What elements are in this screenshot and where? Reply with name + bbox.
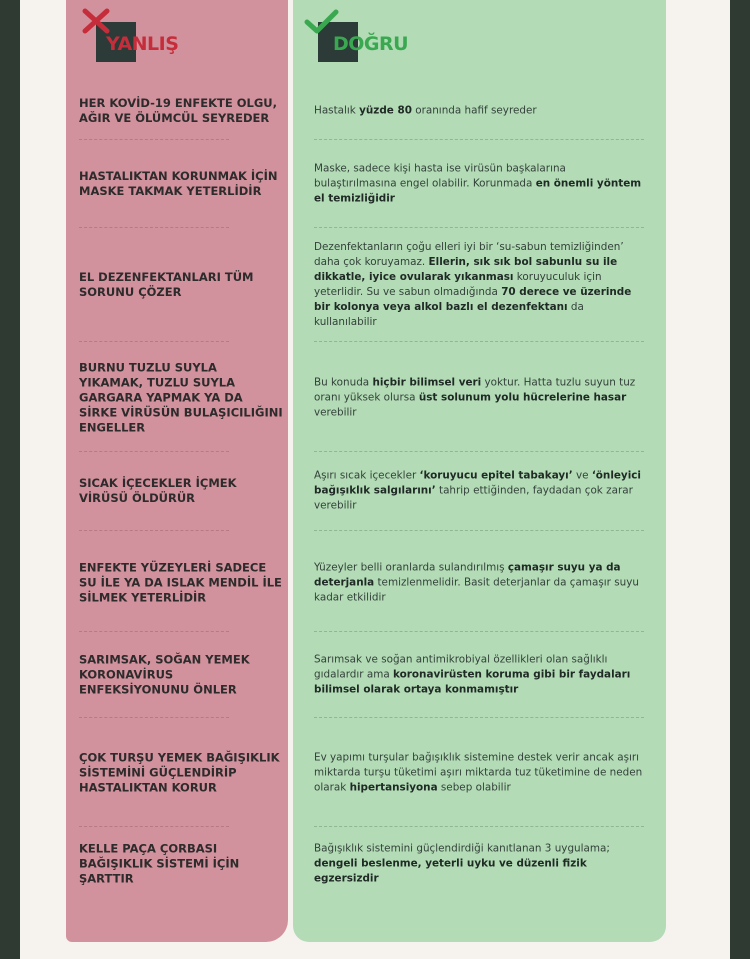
wrong-claim: HER KOVİD-19 ENFEKTE OLGU, AĞIR VE ÖLÜMCÜL SEYREDER bbox=[79, 95, 277, 125]
divider bbox=[314, 826, 644, 827]
wrong-claim: KELLE PAÇA ÇORBASI BAĞIŞIKLIK SİSTEMİ İÇİN ŞARTTIR bbox=[79, 841, 240, 886]
fact-highlight: yüzde 80 bbox=[359, 104, 412, 116]
fact-text: verebilir bbox=[314, 406, 357, 418]
fact-text: tahrip ettiğinden, faydadan çok zarar verebilir bbox=[314, 484, 633, 512]
list-item bbox=[0, 455, 750, 527]
list-item bbox=[0, 230, 750, 340]
wrong-claim: ENFEKTE YÜZEYLERİ SADECE SU İLE YA DA ISLAK MENDİL İLE SİLMEK YETERLİDİR bbox=[79, 560, 282, 604]
wrong-claim: EL DEZENFEKTANLARI TÜM SORUNU ÇÖZER bbox=[79, 270, 254, 299]
fact-text: Aşırı sıcak içecekler bbox=[314, 469, 420, 482]
fact-text: Bu konuda bbox=[314, 376, 373, 388]
correct-fact bbox=[314, 103, 644, 118]
correct-fact bbox=[314, 560, 644, 605]
wrong-claim: ÇOK TURŞU YEMEK BAĞIŞIKLIK SİSTEMİNİ GÜÇLENDİRİP HASTALIKTAN KORUR bbox=[79, 750, 280, 795]
fact-text: Sarımsak ve soğan antimikrobiyal özellikleri olan sağlıklı gıdalardır ama bbox=[314, 653, 608, 681]
fact-highlight: dengeli beslenme, yeterli uyku ve düzenli fizik egzersizdir bbox=[314, 857, 587, 885]
correct-fact bbox=[314, 751, 644, 796]
right-header-label: DOĞRU bbox=[333, 33, 409, 55]
fact-highlight: ‘önleyici bağışıklık salgılarını’ bbox=[314, 469, 641, 497]
fact-text: Hastalık bbox=[314, 104, 360, 116]
list-item bbox=[0, 143, 750, 225]
fact-highlight: üst solunum yolu hücrelerine hasar bbox=[418, 391, 627, 403]
fact-highlight: Ellerin, sık sık bol sabunlu su ile dikkatle, iyice ovularak yıkanması bbox=[314, 256, 618, 283]
list-item bbox=[0, 535, 750, 630]
divider bbox=[314, 341, 644, 342]
fact-text: Ev yapımı turşular bağışıklık sistemine destek verir ancak aşırı miktarda turşu tüketimi aşırı miktarda tuz tüketimine de neden olarak bbox=[314, 751, 643, 794]
fact-text: Yüzeyler belli oranlarda sulandırılmış bbox=[314, 561, 508, 573]
divider bbox=[79, 826, 229, 827]
wrong-claim: SARIMSAK, SOĞAN YEMEK KORONAVİRUS ENFEKSİYONUNU ÖNLER bbox=[79, 652, 250, 697]
fact-text: temizlenmelidir. Basit deterjanlar da çamaşır suyu kadar etkilidir bbox=[314, 576, 639, 603]
correct-fact bbox=[314, 653, 644, 698]
list-item bbox=[0, 722, 750, 824]
divider bbox=[79, 451, 229, 452]
correct-fact bbox=[314, 240, 644, 330]
fact-text: da kullanılabilir bbox=[314, 301, 584, 328]
fact-text: koruyuculuk için yeterlidir. Su ve sabun olmadığında bbox=[314, 271, 602, 298]
correct-fact bbox=[314, 162, 644, 207]
wrong-header-label: YANLIŞ bbox=[106, 33, 179, 55]
divider bbox=[314, 530, 644, 531]
list-item bbox=[0, 83, 750, 138]
list-item bbox=[0, 345, 750, 450]
check-mark-icon bbox=[303, 8, 339, 36]
divider bbox=[79, 631, 229, 632]
fact-text: Dezenfektanların çoğu elleri iyi bir ‘su-sabun temizliğinden’ daha çok koruyamaz. bbox=[314, 241, 624, 268]
fact-text: ve bbox=[572, 469, 592, 482]
correct-fact bbox=[314, 375, 644, 420]
divider bbox=[79, 227, 229, 228]
fact-highlight: 70 derece ve üzerinde bir kolonya veya alkol bazlı el dezenfektanı bbox=[314, 286, 632, 313]
fact-highlight: ‘koruyucu epitel tabakayı’ bbox=[419, 469, 573, 482]
divider bbox=[79, 139, 229, 140]
divider bbox=[314, 139, 644, 140]
fact-text: oranında hafif seyreder bbox=[411, 104, 537, 116]
divider bbox=[314, 451, 644, 452]
fact-highlight: en önemli yöntem el temizliğidir bbox=[314, 177, 642, 205]
list-item bbox=[0, 635, 750, 715]
divider bbox=[79, 530, 229, 531]
fact-text: Maske, sadece kişi hasta ise virüsün başkalarına bulaştırılmasına engel olabilir. Korunmada bbox=[314, 162, 566, 190]
wrong-claim: BURNU TUZLU SUYLA YIKAMAK, TUZLU SUYLA GARGARA YAPMAK YA DA SİRKE VİRÜSÜN BULAŞICILIĞINI ENGELLER bbox=[79, 360, 283, 434]
divider bbox=[314, 717, 644, 718]
list-item bbox=[0, 830, 750, 898]
fact-highlight: koronavirüsten koruma gibi bir faydaları bilimsel olarak ortaya konmamıştır bbox=[314, 668, 631, 696]
divider bbox=[79, 341, 229, 342]
divider bbox=[79, 717, 229, 718]
correct-fact bbox=[314, 469, 644, 514]
fact-text: yoktur. Hatta tuzlu suyun tuz oranı yüksek olursa bbox=[314, 376, 636, 403]
fact-highlight: hipertansiyona bbox=[349, 781, 438, 794]
divider bbox=[314, 227, 644, 228]
wrong-claim: SICAK İÇECEKLER İÇMEK VİRÜSÜ ÖLDÜRÜR bbox=[79, 476, 237, 505]
correct-fact bbox=[314, 842, 644, 887]
fact-highlight: çamaşır suyu ya da deterjanla bbox=[314, 561, 621, 588]
x-mark-icon bbox=[82, 8, 110, 34]
divider bbox=[314, 631, 644, 632]
fact-text: Bağışıklık sistemini güçlendirdiği kanıtlanan 3 uygulama; bbox=[314, 842, 610, 855]
wrong-claim: HASTALIKTAN KORUNMAK İÇİN MASKE TAKMAK YETERLİDİR bbox=[79, 169, 278, 198]
fact-text: sebep olabilir bbox=[437, 781, 511, 794]
fact-highlight: hiçbir bilimsel veri bbox=[372, 376, 482, 388]
